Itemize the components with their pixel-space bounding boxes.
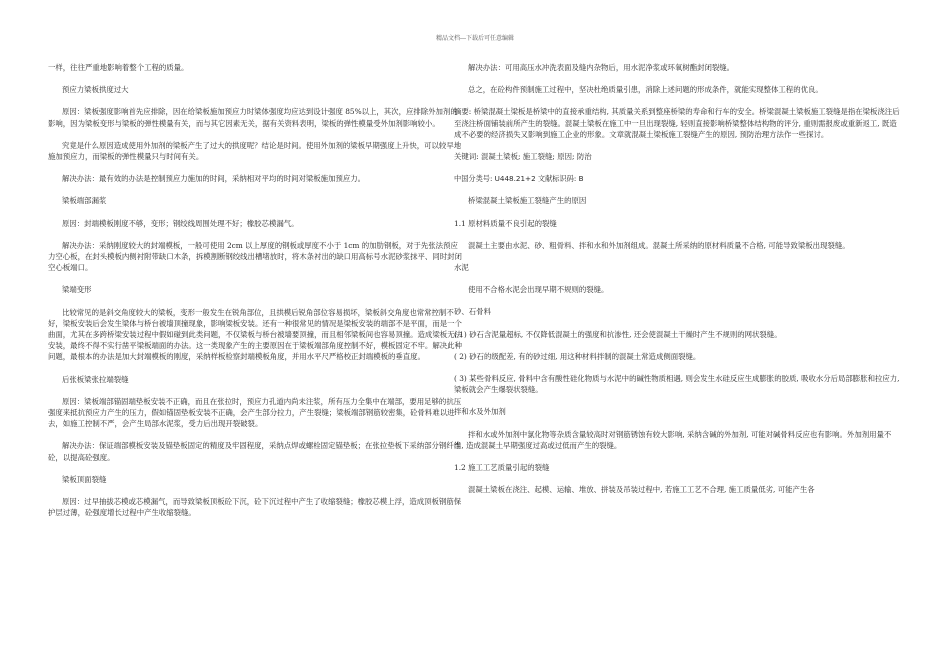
paragraph-left-2: 原因：梁板强度影响首先应排除，因在给梁板施加预应力时梁体强度均应达到设计强度 85%以上，其次，应排除外加剂的影响，因为梁板变形与梁板的弹性模量有关，而与其它因素无关，据有关资料表明，梁板的弹性模量受外加剂影响较小。	[48, 107, 458, 128]
paragraph-right-12: ( 2) 砂石的级配差, 有的砂过细, 用这种材料拌制的混凝土常造成侧面裂缝。	[454, 351, 701, 361]
right-column	[454, 62, 900, 495]
paragraph-right-15: 拌和水或外加剂中氯化物等杂质含量较高时对钢筋锈蚀有较大影响, 采纳含碱的外加剂, 可能对碱骨料反应也有影响。外加剂用量不当, 造成混凝土早期强度过高或过低而产生的裂缝。	[454, 429, 892, 450]
section-heading-left-8: 梁端变形	[62, 285, 92, 295]
page-header: 精品文档---下载后可任意编辑	[435, 35, 515, 42]
paragraph-left-9: 比较常见的是斜交角度较大的梁板，变形一般发生在锐角部位，且拱模后锐角部位容易损坏，梁板斜交角度也常常控制不好，梁板安装后会发生梁体与桥台被墙顶撞现象，影响梁板安装。还有一种很常见的情况是梁板安装的端部不是平面，而是一个曲面，尤其在多跨桥梁安装过程中假如碰到此类问题，不仅梁板与桥台被墙要顶撞，而且相邻梁板间也容易顶撞。造成梁板无法安装，最终不得不实行凿平梁板端面的办法。这一类现象产生的主要原因在于梁板端部角度控制不好，模板固定不牢。解决此种问题，最根本的办法是加大封端模板的刚度，采纳样板检察封端模板角度，并用水平尺严格校正封端模板的垂直度。	[48, 307, 462, 362]
paragraph-left-3: 究竟是什么原因造成使用外加剂的梁板产生了过大的拱度呢？结论是时间。使用外加剂的梁板早期强度上升快，可以较早地施加预应力，而梁板的弹性模量只与时间有关。	[48, 140, 462, 162]
paragraph-left-6: 原因：封端模板刚度不够，变形；钢绞线周围处理不好；橡胶芯模漏气。	[62, 218, 299, 228]
left-column	[48, 62, 464, 518]
paragraph-right-1: 总之，在砼构件预制施工过程中，坚决杜绝质量引患，消除上述问题的形成条件，就能实现整体工程的优良。	[468, 85, 823, 95]
paragraph-left-14: 原因：过早抽拔芯模或芯模漏气，而导致梁板顶板砼下沉，砼下沉过程中产生了收缩裂缝；橡胶芯模上浮，造成顶板钢筋保护层过薄，砼强度增长过程中产生收缩裂缝。	[48, 497, 462, 518]
paragraph-right-11: ( 1) 砂石含泥量超标, 不仅降低混凝土的强度和抗渗性, 还会使混凝土干燥时产生不规则的网状裂缝。	[454, 329, 782, 339]
paragraph-right-4: 中国分类号: U448.21+2 文献标识码: B	[454, 174, 584, 184]
paragraph-right-0: 解决办法：可用高压水冲洗表面及缝内杂物后，用水泥净浆或环氧树酯封闭裂缝。	[468, 63, 735, 72]
paragraph-right-13: ( 3) 某些骨料反应, 骨料中含有酸性硅化物质与水泥中的碱性物质相遇, 则会发生水硅反应生成膨胀的胶质, 吸收水分后局部膨胀和拉应力, 梁板就会产生爆裂状裂缝。	[454, 374, 900, 395]
paragraph-right-6: 1.1 原材料质量不良引起的裂缝	[454, 218, 557, 228]
paragraph-right-8: 水泥	[454, 263, 469, 273]
paragraph-right-7: 混凝土主要由水泥、砂、粗骨料、拌和水和外加剂组成。混凝土所采纳的原材料质量不合格, 可能导致梁板出现裂缝。	[468, 240, 850, 250]
section-heading-left-5: 梁板端部漏浆	[62, 196, 107, 206]
paragraph-right-10: 砂、石骨料	[454, 307, 491, 317]
paragraph-left-12: 解决办法：保证端部模板安装及锚垫板固定的精度及牢固程度，采纳点焊或螺栓固定锚垫板；在张拉垫板下采纳部分钢纤维砼，以提高砼强度。	[48, 441, 462, 462]
paragraph-left-11: 原因：梁板端部锚固端垫板安装不正确，而且在张拉时，预应力孔道内尚未注浆，所有压力全集中在端部，要用足够的抗压强度来抵抗预应力产生的压力，假如锚固垫板安装不正确，会产生部分拉力，产生裂缝；梁板端部钢筋较密集，砼骨料难以进去，如施工控制不严，会产生局部水泥浆，受力后出现开裂破裂。	[48, 396, 462, 429]
paragraph-left-0: 一样，往往严重地影响着整个工程的质量。	[48, 63, 189, 72]
paragraph-right-9: 使用不合格水泥会出现早期不规则的裂缝。	[468, 285, 609, 295]
paragraph-left-4: 解决办法：最有效的办法是控制预应力施加的时间，采纳相对平均的时间对梁板施加预应力。	[62, 174, 366, 184]
paragraph-right-2: 摘要: 桥梁混凝土梁板是桥梁中的直接承重结构, 其质量关系到整座桥梁的寿命和行车的安全。桥梁混凝土梁板施工裂缝是指在梁板浇注后至浇注桥面铺装前所产生的裂缝。混凝土梁板在施工中一旦出现裂缝, 轻则直接影响桥梁整体结构物的评分, 重则需报废或重新返工, 既造成不必要的经济损失又影响到施工企业的形象。文章就混凝土梁板施工裂缝产生的原因, 预防治理方法作一些探讨。	[454, 107, 900, 139]
section-heading-left-13: 梁板顶面裂缝	[62, 474, 107, 484]
paragraph-right-16: 1.2 施工工艺质量引起的裂缝	[454, 463, 550, 473]
section-heading-left-10: 后张板梁张拉端裂缝	[62, 374, 129, 384]
paragraph-right-17: 混凝土梁板在浇注、起模、运输、堆放、拼装及吊装过程中, 若施工工艺不合理, 施工质量低劣, 可能产生各	[468, 485, 815, 495]
paragraph-left-7: 解决办法：采纳刚度较大的封端模板，一般可使用 2cm 以上厚度的钢板或厚度不小于 1cm 的加肋钢板，对于先张法预应力空心板，在封头模板内侧衬附带缺口木条，拆模割断钢绞线出槽堵放时，将木条衬出的缺口用高标号水泥砂浆抹平、同时封闭空心板端口。	[48, 240, 462, 273]
paragraph-right-14: 拌和水及外加剂	[454, 407, 506, 417]
paragraph-right-3: 关键词: 混凝土梁板; 施工裂缝; 原因; 防治	[454, 152, 592, 162]
section-heading-right-5: 桥梁混凝土梁板施工裂缝产生的原因	[468, 196, 587, 206]
section-heading-left-1: 预应力梁板拱度过大	[62, 85, 129, 95]
